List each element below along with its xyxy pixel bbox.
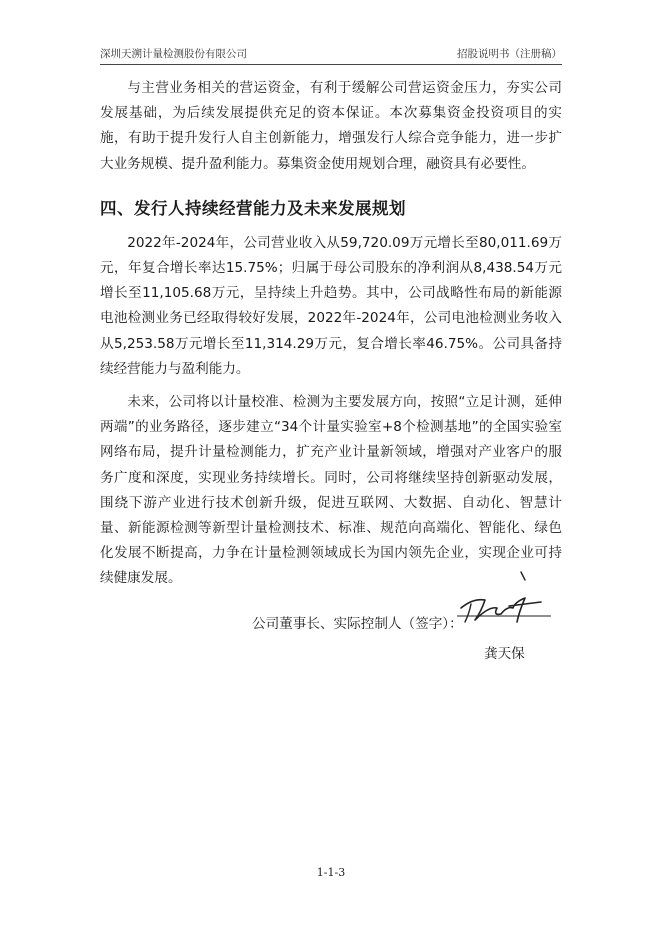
intro-paragraph: 与主营业务相关的营运资金，有利于缓解公司营运资金压力，夯实公司发展基础，为后续发展提供充足的资本保证。本次募集资金投资项目的实施，有助于提升发行人自主创新能力，增强发行人综合竞争能力，进一步扩大业务规模、提升盈利能力。募集资金使用规划合理，融资具有必要性。	[100, 80, 562, 172]
header-company-name: 深圳天溯计量检测股份有限公司	[100, 48, 247, 60]
header-document-type: 招股说明书（注册稿）	[457, 48, 562, 60]
page-header	[100, 46, 562, 65]
section-paragraph-2: 未来，公司将以计量校准、检测为主要发展方向，按照“立足计测，延伸两端”的业务路径，逐步建立“34个计量实验室+8个检测基地”的全国实验室网络布局，提升计量检测能力，扩充产业计量新领域，增强对产业客户的服务广度和深度，实现业务持续增长。同时，公司将继续坚持创新驱动发展，围绕下游产业进行技术创新升级，促进互联网、大数据、自动化、智慧计量、新能源检测等新型计量检测技术、标准、规范向高端化、智能化、绿色化发展不断提高，力争在计量检测领域成长为国内领先企业，实现企业可持续健康发展。	[100, 394, 562, 587]
section-paragraph-1: 2022年-2024年，公司营业收入从59,720.09万元增长至80,011.69万元，年复合增长率达15.75%；归属于母公司股东的净利润从8,438.54万元增长至11,105.68万元，呈持续上升趋势。其中，公司战略性布局的新能源电池检测业务已经取得较好发展，2022年-2024年，公司电池检测业务收入从5,253.58万元增长至11,314.29万元，复合增长率46.75%。公司具备持续经营能力与盈利能力。	[100, 234, 562, 377]
signature-label: 公司董事长、实际控制人（签字）：	[252, 616, 463, 632]
signatory-name: 龚天保	[484, 646, 525, 662]
section-heading: 四、发行人持续经营能力及未来发展规划	[100, 198, 406, 218]
signature-block	[252, 600, 572, 670]
handwritten-signature	[455, 568, 555, 638]
document-body	[100, 76, 562, 592]
page-number: 1-1-3	[316, 866, 346, 879]
